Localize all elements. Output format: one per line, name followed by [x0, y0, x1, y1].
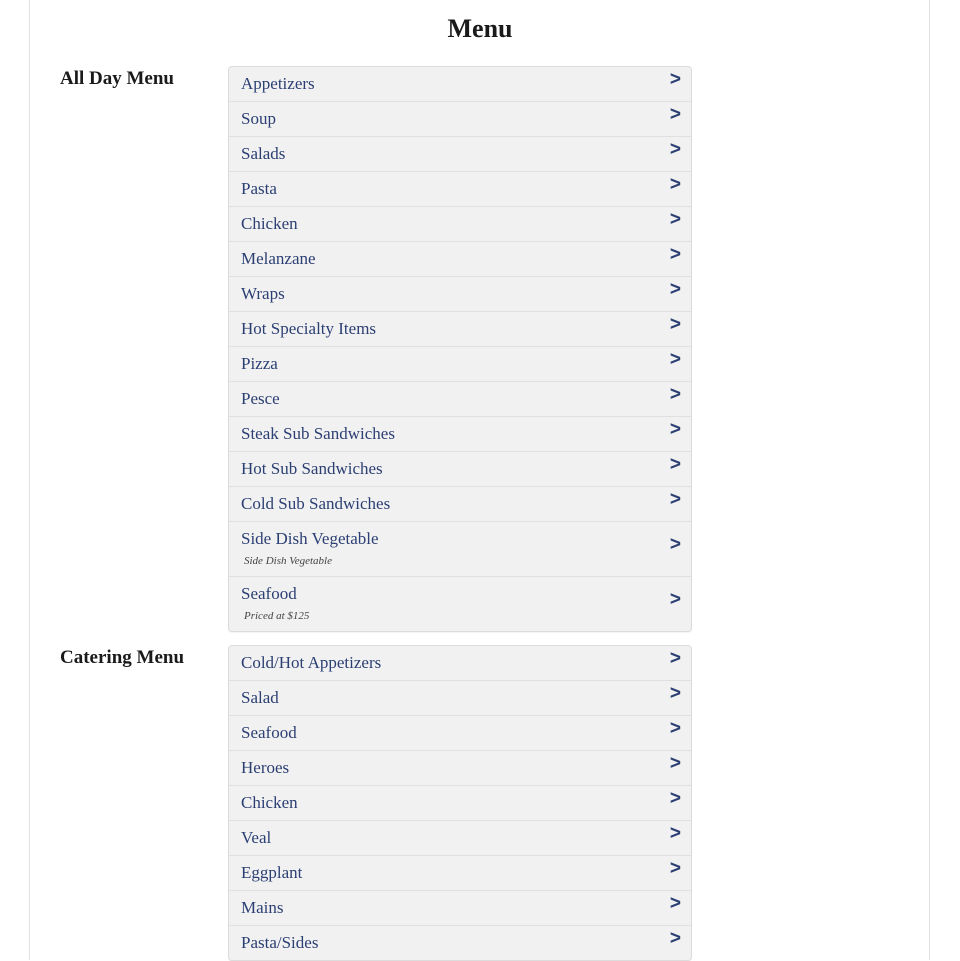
chevron-right-icon: >: [669, 244, 681, 265]
menu-item-melanzane[interactable]: [229, 242, 691, 277]
menu-item-label: Salad: [241, 688, 279, 707]
menu-item-seafood[interactable]: [229, 716, 691, 751]
chevron-right-icon: >: [669, 349, 681, 370]
chevron-right-icon: >: [669, 534, 681, 555]
menu-item-salads[interactable]: [229, 137, 691, 172]
menu-item-label: Steak Sub Sandwiches: [241, 424, 395, 443]
menu-item-cold-sub-sandwiches[interactable]: [229, 487, 691, 522]
menu-item-label: Eggplant: [241, 863, 303, 882]
chevron-right-icon: >: [669, 104, 681, 125]
chevron-right-icon: >: [669, 384, 681, 405]
menu-item-pasta-sides[interactable]: [229, 926, 691, 960]
menu-item-label: Pasta/Sides: [241, 933, 319, 952]
menu-item-veal[interactable]: [229, 821, 691, 856]
chevron-right-icon: >: [669, 279, 681, 300]
chevron-right-icon: >: [669, 139, 681, 160]
chevron-right-icon: >: [669, 928, 681, 949]
menu-item-label: Veal: [241, 828, 272, 847]
menu-item-label: Seafood: [241, 584, 297, 603]
chevron-right-icon: >: [669, 314, 681, 335]
menu-item-label: Pesce: [241, 389, 280, 408]
menu-item-label: Appetizers: [241, 74, 315, 93]
menu-item-label: Pasta: [241, 179, 277, 198]
menu-item-salad[interactable]: [229, 681, 691, 716]
menu-item-description: Side Dish Vegetable: [244, 555, 332, 567]
chevron-right-icon: >: [669, 454, 681, 475]
menu-item-label: Cold Sub Sandwiches: [241, 494, 391, 513]
menu-item-label: Chicken: [241, 793, 298, 812]
menu-item-label: Seafood: [241, 723, 297, 742]
menu-item-eggplant[interactable]: [229, 856, 691, 891]
menu-item-label: Cold/Hot Appetizers: [241, 653, 382, 672]
chevron-right-icon: >: [669, 648, 681, 669]
chevron-right-icon: >: [669, 823, 681, 844]
menu-item-label: Chicken: [241, 214, 298, 233]
menu-item-seafood[interactable]: [229, 577, 691, 631]
chevron-right-icon: >: [669, 69, 681, 90]
all-day-menu-list: [228, 66, 692, 632]
menu-item-label: Mains: [241, 898, 284, 917]
menu-item-side-dish-vegetable[interactable]: [229, 522, 691, 577]
chevron-right-icon: >: [669, 718, 681, 739]
chevron-right-icon: >: [669, 893, 681, 914]
menu-item-hot-sub-sandwiches[interactable]: [229, 452, 691, 487]
menu-item-heroes[interactable]: [229, 751, 691, 786]
menu-item-wraps[interactable]: [229, 277, 691, 312]
menu-item-description: Priced at $125: [244, 610, 310, 622]
chevron-right-icon: >: [669, 788, 681, 809]
menu-item-label: Soup: [241, 109, 276, 128]
chevron-right-icon: >: [669, 209, 681, 230]
menu-item-soup[interactable]: [229, 102, 691, 137]
menu-item-label: Salads: [241, 144, 286, 163]
menu-item-hot-specialty-items[interactable]: [229, 312, 691, 347]
menu-item-cold-hot-appetizers[interactable]: [229, 646, 691, 681]
chevron-right-icon: >: [669, 683, 681, 704]
menu-item-chicken[interactable]: [229, 786, 691, 821]
menu-item-label: Melanzane: [241, 249, 316, 268]
catering-menu-list: [228, 645, 692, 961]
chevron-right-icon: >: [669, 753, 681, 774]
chevron-right-icon: >: [669, 589, 681, 610]
menu-item-label: Heroes: [241, 758, 290, 777]
menu-item-appetizers[interactable]: [229, 67, 691, 102]
page-title: Menu: [447, 14, 513, 43]
menu-item-label: Hot Specialty Items: [241, 319, 377, 338]
menu-item-pesce[interactable]: [229, 382, 691, 417]
menu-item-pizza[interactable]: [229, 347, 691, 382]
menu-item-label: Pizza: [241, 354, 278, 373]
menu-item-pasta[interactable]: [229, 172, 691, 207]
menu-item-label: Side Dish Vegetable: [241, 529, 379, 548]
menu-item-steak-sub-sandwiches[interactable]: [229, 417, 691, 452]
menu-item-chicken[interactable]: [229, 207, 691, 242]
chevron-right-icon: >: [669, 419, 681, 440]
menu-item-mains[interactable]: [229, 891, 691, 926]
section-label-catering-menu: Catering Menu: [60, 647, 185, 668]
menu-item-label: Wraps: [241, 284, 285, 303]
menu-item-label: Hot Sub Sandwiches: [241, 459, 383, 478]
chevron-right-icon: >: [669, 174, 681, 195]
chevron-right-icon: >: [669, 489, 681, 510]
chevron-right-icon: >: [669, 858, 681, 879]
section-label-all-day-menu: All Day Menu: [60, 68, 174, 89]
